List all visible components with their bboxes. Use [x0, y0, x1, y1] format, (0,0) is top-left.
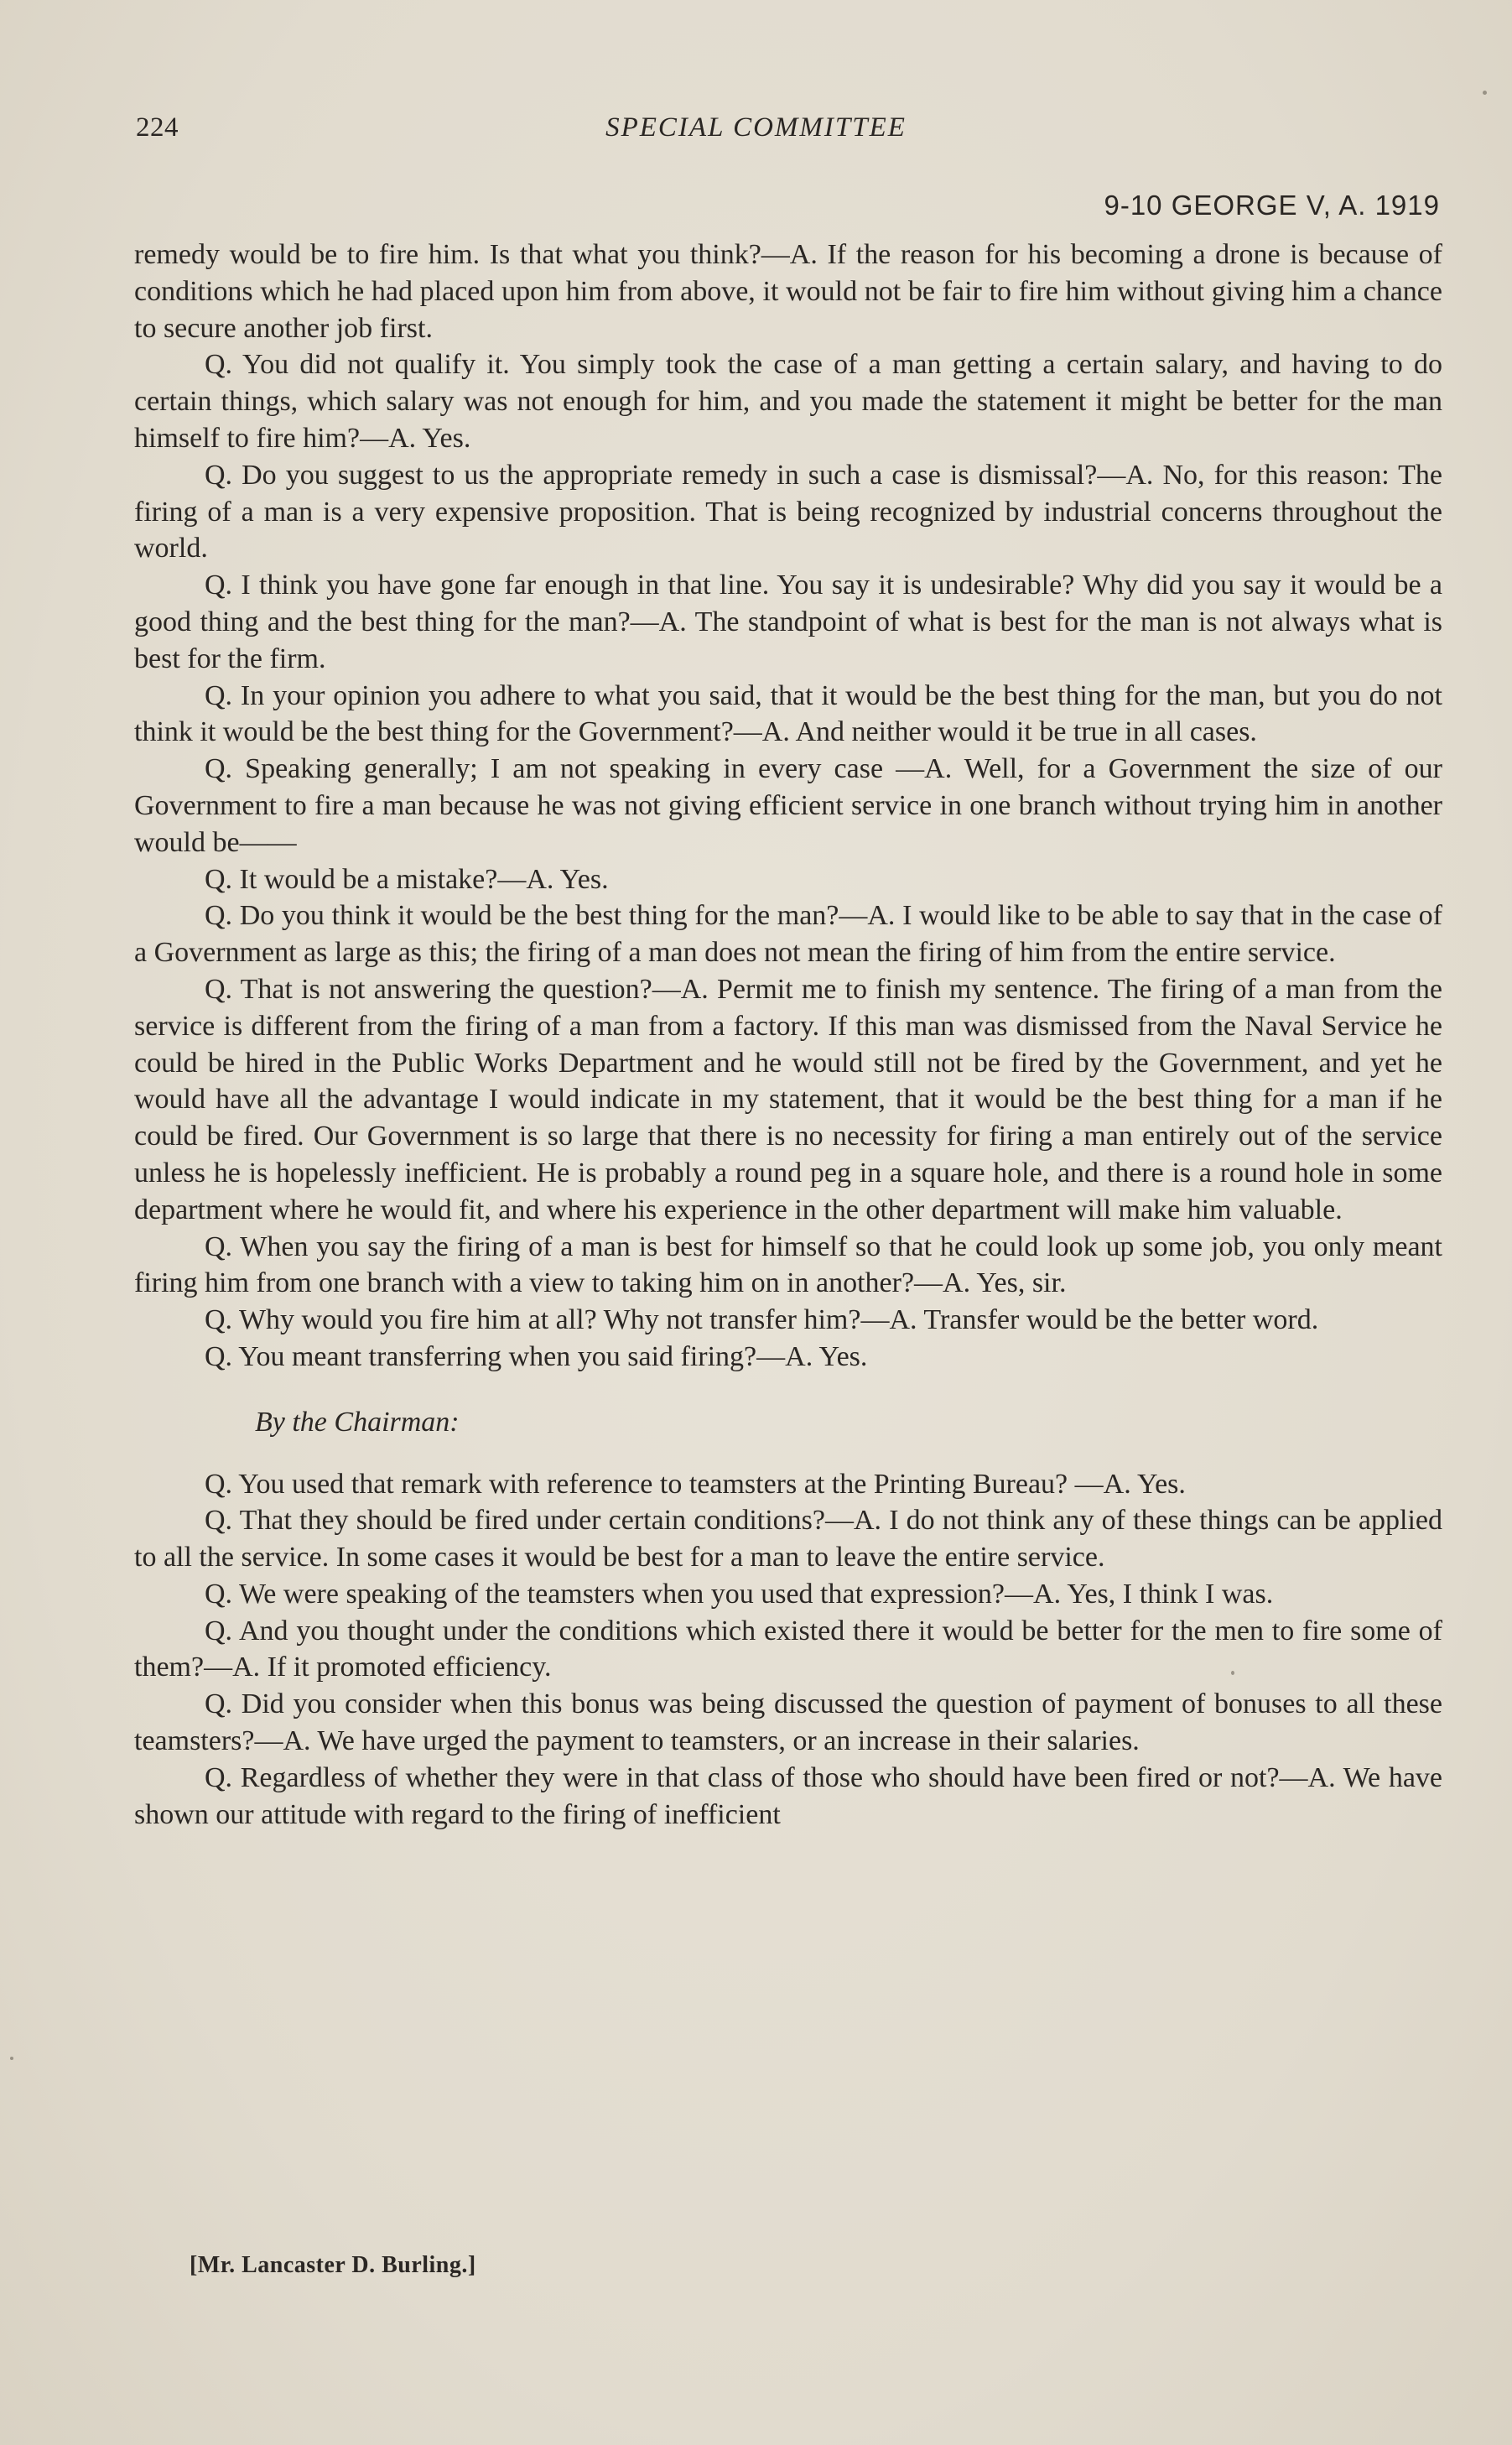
paragraph: Q. You meant transferring when you said firing?—A. Yes.: [205, 1340, 868, 1372]
paragraph: Q. We were speaking of the teamsters when you used that expression?—A. Yes, I think I was.: [205, 1578, 1274, 1610]
paragraph: Q. Regardless of whether they were in that class of those who should have been fired or not?—A. We have shown our attitude with regard to the firing of inefficient: [134, 1761, 1442, 1830]
paragraph: Q. You used that remark with reference to teamsters at the Printing Bureau? —A. Yes.: [205, 1468, 1186, 1500]
witness-note: [Mr. Lancaster D. Burling.]: [190, 2252, 476, 2278]
paragraph: Q. In your opinion you adhere to what you said, that it would be the best thing for the man, but you do not think it would be the best thing for the Government?—A. And neither would it be true in all cases.: [134, 679, 1442, 748]
paragraph: Q. That they should be fired under certain conditions?—A. I do not think any of these things can be applied to all the service. In some cases it would be best for a man to leave the entire service.: [134, 1505, 1442, 1574]
section-label: By the Chairman:: [255, 1406, 460, 1438]
paragraph: Q. You did not qualify it. You simply took the case of a man getting a certain salary, and having to do certain things, which salary was not enough for him, and you made the statement it might be better for the man himself to fire him?—A. Yes.: [134, 349, 1442, 454]
paragraph: Q. Do you think it would be the best thing for the man?—A. I would like to be able to say that in the case of a Government as large as this; the firing of a man does not mean the firing of him from the entire service.: [134, 900, 1442, 969]
paragraph: remedy would be to fire him. Is that what you think?—A. If the reason for his becoming a drone is because of conditions which he had placed upon him from above, it would not be fair to fire him without giving him a chance to secure another job first.: [134, 239, 1442, 344]
page-number: 224: [136, 112, 179, 143]
testimony-body: [134, 237, 1442, 1833]
paper-speck: [1483, 91, 1487, 95]
paragraph: Q. Do you suggest to us the appropriate remedy in such a case is dismissal?—A. No, for this reason: The firing of a man is a very expensive proposition. That is being recognized by industrial concerns throughout the world.: [134, 459, 1442, 564]
paragraph: Q. Did you consider when this bonus was being discussed the question of payment of bonuses to all these teamsters?—A. We have urged the payment to teamsters, or an increase in their salaries.: [134, 1688, 1442, 1757]
paper-speck: [10, 2057, 13, 2060]
session-reference: 9-10 GEORGE V, A. 1919: [1104, 190, 1440, 221]
paragraph: Q. Why would you fire him at all? Why not transfer him?—A. Transfer would be the better word.: [205, 1304, 1319, 1336]
paper-speck: [1231, 1671, 1234, 1675]
paragraph: Q. It would be a mistake?—A. Yes.: [205, 863, 609, 895]
paragraph: Q. That is not answering the question?—A. Permit me to finish my sentence. The firing of a man from the service is different from the firing of a man from a factory. If this man was dismissed from the Naval Service he could be hired in the Public Works Department and he would still not be fired by the Government, and yet he would have all the advantage I would indicate in my statement, that it would be the best thing for a man if he could be fired. Our Government is so large that there is no necessity for firing a man entirely out of the service unless he is hopelessly inefficient. He is probably a round peg in a square hole, and there is a round hole in some department where he would fit, and where his experience in the other department will make him valuable.: [134, 973, 1442, 1225]
running-head: SPECIAL COMMITTEE: [605, 112, 907, 143]
paragraph: Q. When you say the firing of a man is best for himself so that he could look up some job, you only meant firing him from one branch with a view to taking him on in another?—A. Yes, sir.: [134, 1230, 1442, 1299]
paragraph: Q. I think you have gone far enough in that line. You say it is undesirable? Why did you say it would be a good thing and the best thing for the man?—A. The standpoint of what is best for the man is not always what is best for the firm.: [134, 570, 1442, 674]
paragraph: Q. Speaking generally; I am not speaking in every case —A. Well, for a Government the size of our Government to fire a man because he was not giving efficient service in one branch without trying him in another would be——: [134, 753, 1442, 858]
paragraph: Q. And you thought under the conditions which existed there it would be better for the men to fire some of them?—A. If it promoted efficiency.: [134, 1615, 1442, 1683]
